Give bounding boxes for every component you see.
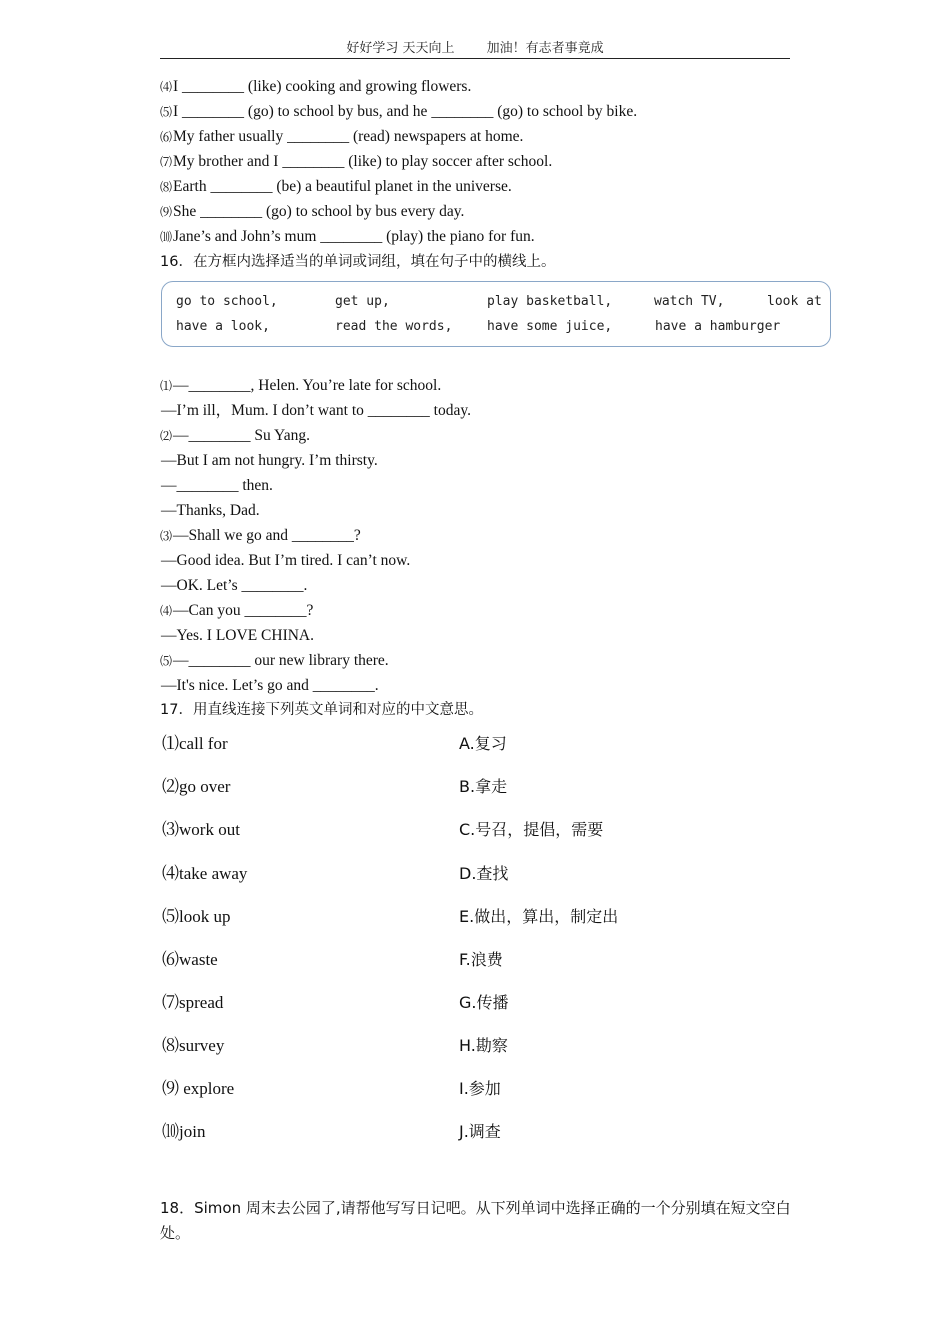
match-left-item: ⑼ explore: [162, 1079, 235, 1098]
match-left-item: ⑴call for: [162, 734, 228, 753]
match-right-item: F.浪费: [459, 950, 503, 969]
match-right-item: D.查找: [459, 864, 509, 883]
q16-line: ⑶—Shall we go and ________?: [160, 527, 361, 544]
word-bank-item: watch TV,: [654, 294, 725, 309]
q16-line: ⑷—Can you ________?: [160, 602, 314, 619]
word-bank-item: go to school,: [176, 294, 278, 309]
q16-line: —________ then.: [161, 477, 273, 494]
word-bank-item: have a hamburger: [655, 319, 781, 334]
q15-item: ⑷I ________ (like) cooking and growing flowers.: [160, 78, 472, 95]
q15-item: ⑻Earth ________ (be) a beautiful planet in the universe.: [160, 178, 512, 195]
q17-title: 17．用直线连接下列英文单词和对应的中文意思。: [160, 702, 483, 718]
q18-instruction: 18．Simon 周末去公园了,请帮他写写日记吧。从下列单词中选择正确的一个分别填在短文空白处。: [160, 1199, 791, 1242]
match-right-item: B.拿走: [459, 777, 508, 796]
word-bank-item: have a look,: [176, 319, 270, 334]
q16-line: ⑴—________, Helen. You’re late for school.: [160, 377, 442, 394]
match-left-item: ⑻survey: [162, 1036, 225, 1055]
q16-line: ⑵—________ Su Yang.: [160, 427, 310, 444]
q16-line: —OK. Let’s ________.: [161, 577, 308, 594]
match-right-item: I.参加: [459, 1079, 501, 1098]
match-right-item: A.复习: [459, 734, 507, 753]
q15-item: ⑼She ________ (go) to school by bus every day.: [160, 203, 465, 220]
word-bank-item: look at: [767, 294, 822, 309]
match-right-item: H.勘察: [459, 1036, 508, 1055]
match-left-item: ⑽join: [162, 1122, 206, 1141]
match-left-item: ⑺spread: [162, 993, 224, 1012]
q15-item: ⑺My brother and I ________ (like) to play soccer after school.: [160, 153, 553, 170]
q15-item: ⑸I ________ (go) to school by bus, and he ________ (go) to school by bike.: [160, 103, 638, 120]
q16-line: —Yes. I LOVE CHINA.: [161, 627, 314, 644]
header-motto-left: 好好学习 天天向上: [346, 41, 455, 56]
q15-item: ⑽Jane’s and John’s mum ________ (play) the piano for fun.: [160, 228, 535, 245]
q16-title: 16．在方框内选择适当的单词或词组，填在句子中的横线上。: [160, 254, 556, 270]
word-bank-item: have some juice,: [487, 319, 613, 334]
match-left-item: ⑹waste: [162, 950, 218, 969]
match-right-item: C.号召，提倡，需要: [459, 820, 604, 839]
q16-line: —I’m ill，Mum. I don’t want to ________ today.: [161, 402, 471, 419]
match-left-item: ⑷take away: [162, 864, 248, 883]
q15-item: ⑹My father usually ________ (read) newspapers at home.: [160, 128, 524, 145]
match-right-item: G.传播: [459, 993, 509, 1012]
match-left-item: ⑵go over: [162, 777, 231, 796]
word-bank-box: [161, 281, 831, 347]
q16-line: ⑸—________ our new library there.: [160, 652, 389, 669]
word-bank-item: read the words,: [335, 319, 453, 334]
match-left-item: ⑶work out: [162, 820, 240, 839]
header-motto-right: 加油！有志者事竟成: [486, 41, 604, 56]
word-bank-item: play basketball,: [487, 294, 613, 309]
match-right-item: E.做出，算出，制定出: [459, 907, 619, 926]
page-header: [160, 40, 790, 59]
match-right-item: J.调查: [459, 1122, 501, 1141]
word-bank-item: get up,: [335, 294, 390, 309]
q16-line: —Good idea. But I’m tired. I can’t now.: [161, 552, 411, 569]
match-left-item: ⑸look up: [162, 907, 231, 926]
q16-line: —Thanks, Dad.: [161, 502, 260, 519]
q16-line: —It's nice. Let’s go and ________.: [161, 677, 379, 694]
q16-line: —But I am not hungry. I’m thirsty.: [161, 452, 378, 469]
